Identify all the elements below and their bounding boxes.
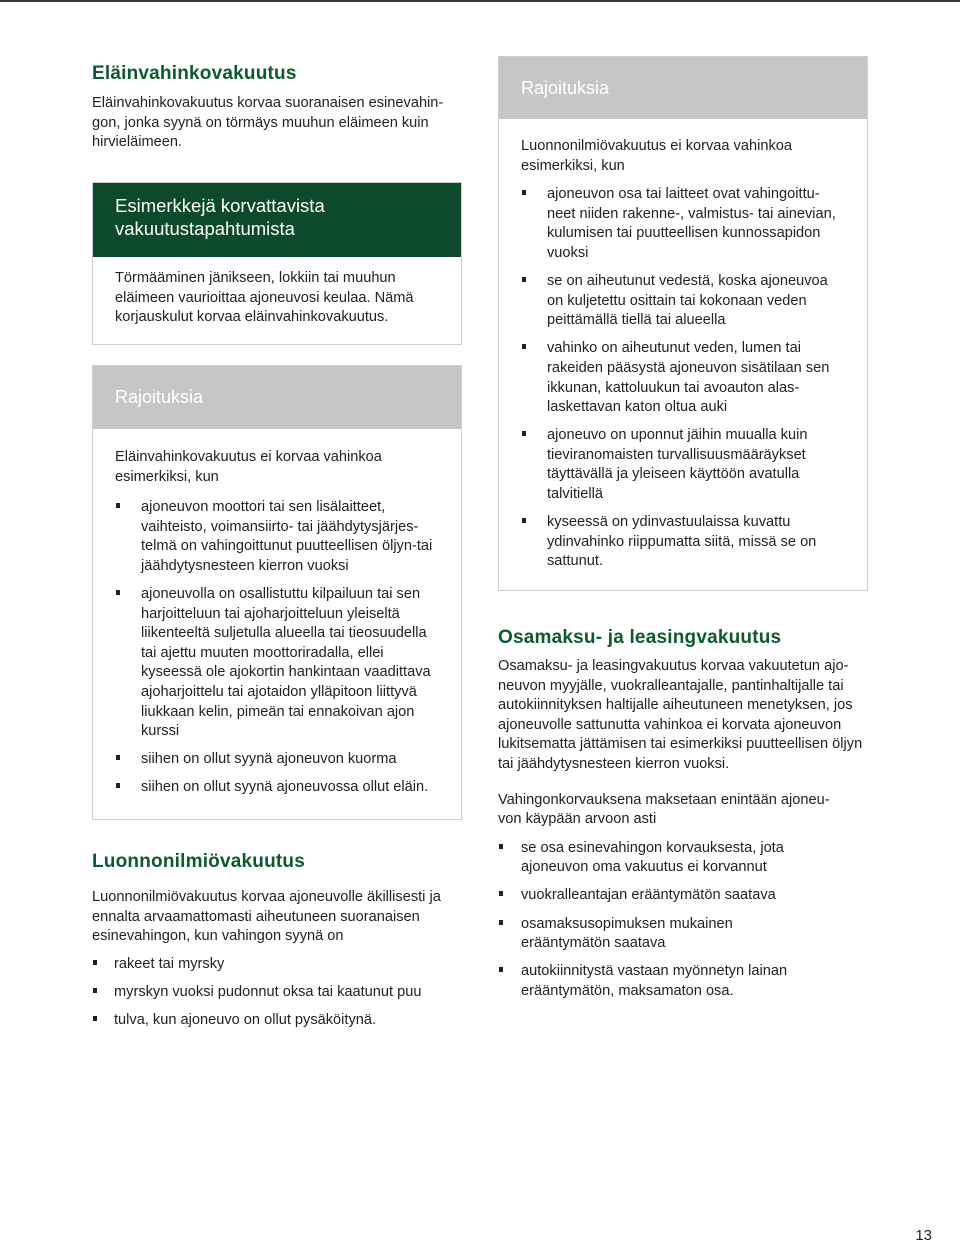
luonnonilmio-list — [92, 955, 462, 1031]
restrictions-box-right-title: Rajoituksia — [521, 77, 610, 98]
example-box-text: Törmääminen jänikseen, lokkiin tai muuhun eläimeen vaurioittaa ajoneuvosi keulaa. Nämä korjauskulut korvaa eläinvahinkovakuutus. — [115, 270, 414, 326]
list-item: vahinko on aiheutunut veden, lumen tai rakeiden pääsystä ajoneuvon sisätilaan sen ikkunan, kattoluukun tai avoauton alas-laskettavan katon oltua auki — [521, 339, 841, 417]
bullet-square-icon — [116, 590, 120, 595]
top-rule — [0, 0, 960, 2]
bullet-square-icon — [522, 518, 526, 523]
restrictions-box-left-title: Rajoituksia — [115, 387, 204, 407]
bullet-square-icon — [499, 967, 503, 972]
list-item: vuokralleantajan erääntymätön saatava — [498, 886, 818, 906]
left-column — [92, 62, 462, 153]
bullet-square-icon — [522, 277, 526, 282]
list-item: autokiinnitystä vastaan myönnetyn lainan erääntymätön, maksamaton osa. — [498, 962, 818, 1001]
list-item: ajoneuvo on uponnut jäihin muualla kuin tieviranomaisten turvallisuusmääräykset täyttävällä ja yleiseen käyttöön avatulla talvitiellä — [521, 426, 841, 504]
osamaksu-text: Osamaksu- ja leasingvakuutus korvaa vakuutetun ajo-neuvon myyjälle, vuokralleantajalle, pantinhaltijalle tai autokiinnityksen haltijalle aiheutuneen menetyksen, jos ajoneuvolle sattunutta vahinkoa ei korvata ajoneuvon lukitsematta jättämisen tai esimerkiksi puutteellisen öljyn tai jäähdytysnesteen kierron vuoksi. — [498, 658, 863, 772]
luonnonilmio-text: Luonnonilmiövakuutus korvaa ajoneuvolle äkillisesti ja ennalta arvaamattomasti aiheutuneen suoranaisen esinevahingon, kun vahingon syynä on — [92, 889, 441, 945]
restrictions-box-right-header — [499, 57, 867, 119]
bullet-square-icon — [93, 960, 97, 965]
example-box-title-line1: Esimerkkejä korvattavista — [115, 195, 325, 216]
bullet-square-icon — [499, 891, 503, 896]
section-title-elainvahinko: Eläinvahinkovakuutus — [92, 63, 297, 84]
list-item: se osa esinevahingon korvauksesta, jota ajoneuvon oma vakuutus ei korvannut — [498, 839, 818, 878]
list-item: osamaksusopimuksen mukainen erääntymätön saatava — [498, 915, 818, 954]
osamaksu-section — [498, 626, 870, 1010]
list-item: siihen on ollut syynä ajoneuvon kuorma — [115, 750, 435, 770]
list-item: ajoneuvon moottori tai sen lisälaitteet, vaihteisto, voimansiirto- tai jäähdytysjärjes-telmä on vahingoittunut puutteellisen öljyn-tai jäähdytysnesteen kierron vuoksi — [115, 498, 435, 576]
section-title-luonnonilmio: Luonnonilmiövakuutus — [92, 851, 305, 872]
restrictions-left-list — [115, 498, 435, 798]
list-item: kyseessä on ydinvastuulaissa kuvattu ydinvahinko riippumatta siitä, missä se on sattunut. — [521, 513, 841, 572]
restrictions-right-intro: Luonnonilmiövakuutus ei korvaa vahinkoa esimerkiksi, kun — [521, 138, 792, 174]
page-number: 13 — [915, 1227, 932, 1244]
section-title-osamaksu: Osamaksu- ja leasingvakuutus — [498, 627, 782, 648]
restrictions-left-intro: Eläinvahinkovakuutus ei korvaa vahinkoa esimerkiksi, kun — [115, 449, 382, 485]
example-box — [92, 182, 462, 345]
example-box-title-line2: vakuutustapahtumista — [115, 218, 295, 239]
restrictions-box-left — [92, 365, 462, 820]
bullet-square-icon — [499, 844, 503, 849]
restrictions-box-right — [498, 56, 868, 591]
luonnonilmio-section — [92, 850, 462, 1039]
list-item: myrskyn vuoksi pudonnut oksa tai kaatunut puu — [92, 983, 462, 1003]
bullet-square-icon — [522, 344, 526, 349]
list-item: ajoneuvolla on osallistuttu kilpailuun tai sen harjoitteluun tai ajoharjoitteluun yleiseltä liikenteeltä suljetulla alueella tai tieosuudella tai ajettu muuten moottoriradalla, ellei kyseessä ole ajokortin hankintaan vaadittava ajoharjoittelu tai ajotaidon ylläpitoon liittyvä liukkaan kelin, pimeän tai ennakoivan ajon kurssi — [115, 585, 435, 742]
bullet-square-icon — [93, 1016, 97, 1021]
osamaksu-list — [498, 839, 818, 1002]
bullet-square-icon — [499, 920, 503, 925]
bullet-square-icon — [116, 503, 120, 508]
example-box-header — [93, 183, 461, 257]
bullet-square-icon — [522, 431, 526, 436]
bullet-square-icon — [522, 190, 526, 195]
restrictions-box-left-header — [93, 366, 461, 429]
list-item: tulva, kun ajoneuvo on ollut pysäköitynä. — [92, 1011, 462, 1031]
list-item: siihen on ollut syynä ajoneuvossa ollut eläin. — [115, 778, 435, 798]
osamaksu-text2: Vahingonkorvauksena maksetaan enintään ajoneu-von käypään arvoon asti — [498, 791, 830, 828]
bullet-square-icon — [116, 755, 120, 760]
elainvahinko-text: Eläinvahinkovakuutus korvaa suoranaisen esinevahin-gon, jonka syynä on törmäys muuhun eläimeen kuin hirvieläimeen. — [92, 95, 444, 151]
bullet-square-icon — [116, 783, 120, 788]
list-item: ajoneuvon osa tai laitteet ovat vahingoittu-neet niiden rakenne-, valmistus- tai ainevian, kulumisen tai puutteellisen kunnossapidon vuoksi — [521, 185, 841, 263]
list-item: se on aiheutunut vedestä, koska ajoneuvoa on kuljetettu osittain tai kokonaan veden peittämällä tiellä tai alueella — [521, 272, 841, 331]
restrictions-right-list — [521, 185, 841, 572]
bullet-square-icon — [93, 988, 97, 993]
list-item: rakeet tai myrsky — [92, 955, 462, 975]
